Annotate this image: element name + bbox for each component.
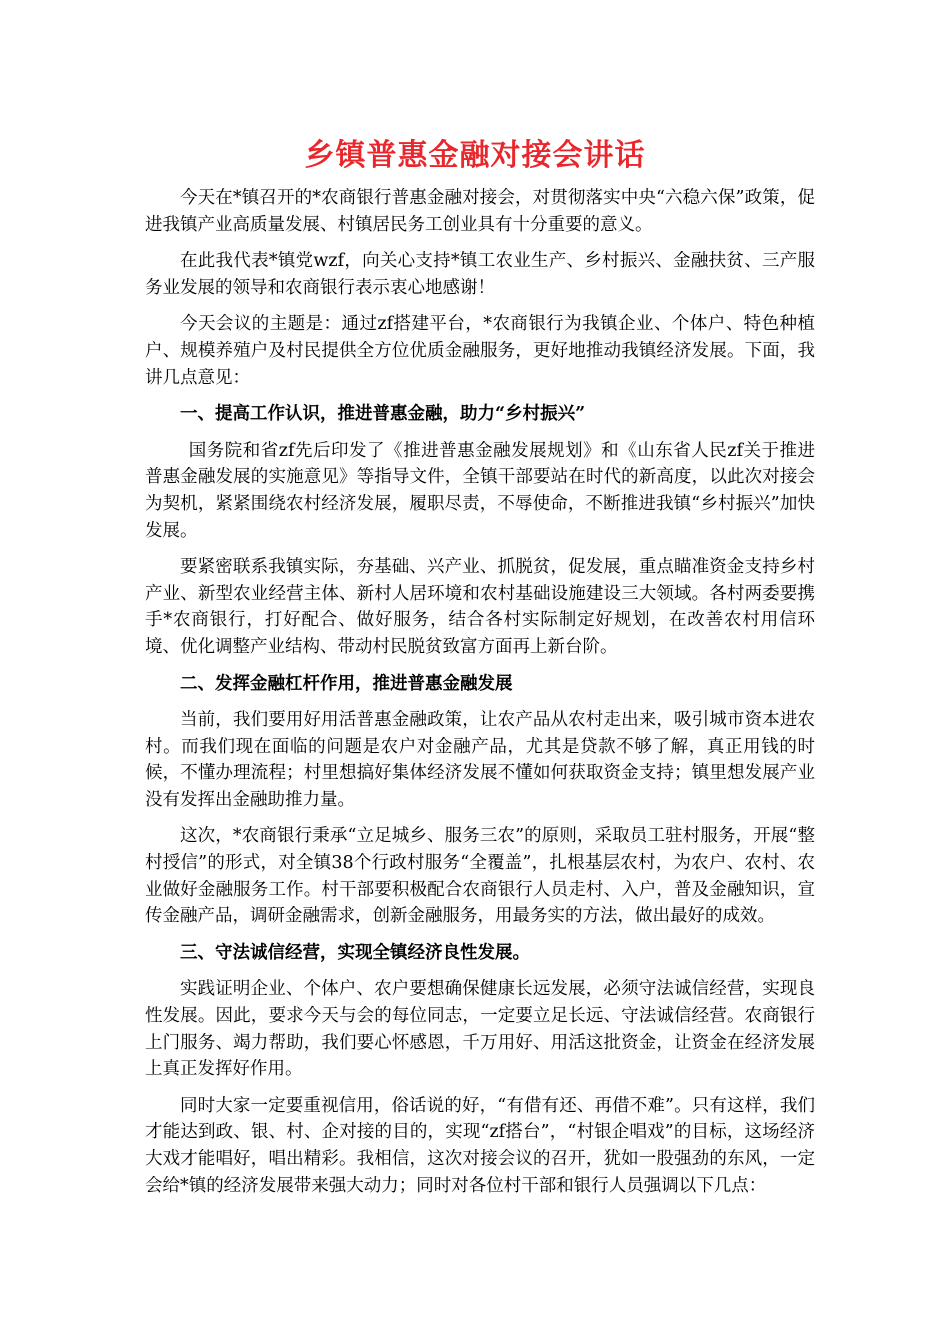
paragraph-intro: 今天在*镇召开的*农商银行普惠金融对接会，对贯彻落实中央“六稳六保”政策，促进我镇产业高质量发展、村镇居民务工创业具有十分重要的意义。 bbox=[145, 188, 815, 235]
section-heading-2: 二、发挥金融杠杆作用，推进普惠金融发展 bbox=[180, 673, 513, 694]
section-heading-3: 三、守法诚信经营，实现全镇经济良性发展。 bbox=[180, 942, 530, 963]
document-title: 乡镇普惠金融对接会讲话 bbox=[304, 138, 646, 173]
paragraph-section2-a: 当前，我们要用好用活普惠金融政策，让农产品从农村走出来，吸引城市资本进农村。而我们现在面临的问题是农户对金融产品，尤其是贷款不够了解，真正用钱的时候，不懂办理流程；村里想搞好集体经济发展不懂如何获取资金支持；镇里想发展产业没有发挥出金融助推力量。 bbox=[145, 710, 815, 810]
paragraph-section2-b: 这次，*农商银行秉承“立足城乡、服务三农”的原则，采取员工驻村服务，开展“整村授信”的形式，对全镇38个行政村服务“全覆盖”，扎根基层农村，为农户、农村、农业做好金融服务工作。村干部要积极配合农商银行人员走村、入户，普及金融知识，宣传金融产品，调研金融需求，创新金融服务，用最务实的方法，做出最好的成效。 bbox=[145, 826, 815, 927]
paragraph-section3-a: 实践证明企业、个体户、农户要想确保健康长远发展，必须守法诚信经营，实现良性发展。因此，要求今天与会的每位同志，一定要立足长远、守法诚信经营。农商银行上门服务、竭力帮助，我们要心怀感恩，千万用好、用活这批资金，让资金在经济发展上真正发挥好作用。 bbox=[145, 979, 815, 1080]
paragraph-theme: 今天会议的主题是：通过zf搭建平台，*农商银行为我镇企业、个体户、特色种植户、规模养殖户及村民提供全方位优质金融服务，更好地推动我镇经济发展。下面，我讲几点意见： bbox=[145, 314, 815, 388]
paragraph-section3-b: 同时大家一定要重视信用，俗话说的好，“有借有还、再借不难”。只有这样，我们才能达到政、银、村、企对接的目的，实现“zf搭台”，“村银企唱戏”的目标，这场经济大戏才能唱好，唱出精彩。我相信，这次对接会议的召开，犹如一股强劲的东风，一定会给*镇的经济发展带来强大动力；同时对各位村干部和银行人员强调以下几点： bbox=[145, 1095, 815, 1196]
document-body bbox=[145, 185, 815, 1209]
paragraph-thanks: 在此我代表*镇党wzf，向关心支持*镇工农业生产、乡村振兴、金融扶贫、三产服务业发展的领导和农商银行表示衷心地感谢！ bbox=[145, 251, 815, 298]
paragraph-section1-a: 国务院和省zf先后印发了《推进普惠金融发展规划》和《山东省人民zf关于推进普惠金融发展的实施意见》等指导文件，全镇干部要站在时代的新高度，以此次对接会为契机，紧紧围绕农村经济发展，履职尽责，不辱使命，不断推进我镇“乡村振兴”加快发展。 bbox=[145, 440, 815, 541]
section-heading-1: 一、提高工作认识，推进普惠金融，助力“乡村振兴” bbox=[180, 404, 586, 425]
paragraph-section1-b: 要紧密联系我镇实际，夯基础、兴产业、抓脱贫，促发展，重点瞄准资金支持乡村产业、新型农业经营主体、新村人居环境和农村基础设施建设三大领域。各村两委要携手*农商银行，打好配合、做好服务，结合各村实际制定好规划，在改善农村用信环境、优化调整产业结构、带动村民脱贫致富方面再上新台阶。 bbox=[145, 557, 815, 657]
